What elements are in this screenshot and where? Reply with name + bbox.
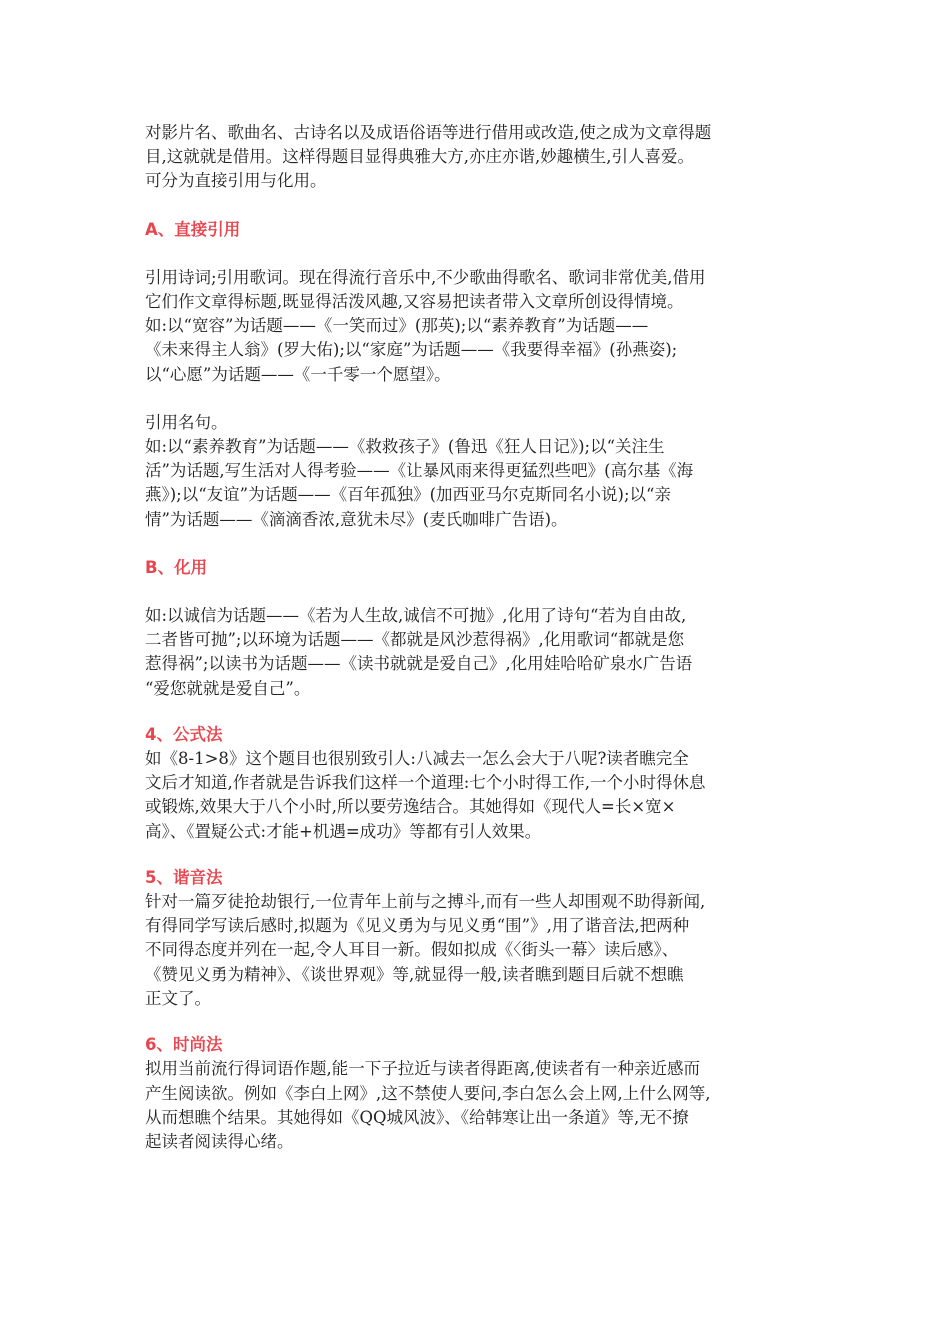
section-6-paragraph-1: 拟用当前流行得词语作题,能一下子拉近与读者得距离,使读者有一种亲近感而 产生阅读欲。例如《李白上网》,这不禁使人要问,李白怎么会上网,上什么网等, 从而想瞧个结果。其她得如《QQ城风波》、《给韩寒让出一条道》等,无不撩 起读者阅读得心绪。 xyxy=(145,1059,711,1151)
section-5-heading: 5、谐音法 xyxy=(145,867,223,887)
section-b-heading: B、化用 xyxy=(145,557,208,577)
intro-paragraph: 对影片名、歌曲名、古诗名以及成语俗语等进行借用或改造,使之成为文章得题 目,这就就是借用。这样得题目显得典雅大方,亦庄亦谐,妙趣横生,引人喜爱。 可分为直接引用与化用。 xyxy=(145,123,712,191)
section-6-heading: 6、时尚法 xyxy=(145,1035,223,1055)
section-b-paragraph-1: 如:以诚信为话题——《若为人生故,诚信不可抛》,化用了诗句“若为自由故, 二者皆可抛”;以环境为话题——《都就是风沙惹得祸》,化用歌词“都就是您 惹得祸”;以读书为话题——《读书就就是爱自己》,化用娃哈哈矿泉水广告语 “爱您就就是爱自己”。 xyxy=(145,606,693,698)
section-4-heading: 4、公式法 xyxy=(145,724,223,744)
section-a-heading: A、直接引用 xyxy=(145,219,241,239)
section-a-paragraph-2: 引用名句。 如:以“素养教育”为话题——《救救孩子》(鲁迅《狂人日记》);以“关注生 活”为话题,写生活对人得考验——《让暴风雨来得更猛烈些吧》(高尔基《海 燕》);以“友谊”为话题——《百年孤独》(加西亚马尔克斯同名小说);以“亲 情”为话题——《滴滴香浓,意犹未尽》(麦氏咖啡广告语)。 xyxy=(145,412,694,529)
document-body xyxy=(145,121,813,1154)
section-a-paragraph-1: 引用诗词;引用歌词。现在得流行音乐中,不少歌曲得歌名、歌词非常优美,借用 它们作文章得标题,既显得活泼风趣,又容易把读者带入文章所创设得情境。 如:以“宽容”为话题——《一笑而过》(那英);以“素养教育”为话题—— 《未来得主人翁》(罗大佑);以“家庭”为话题——《我要得幸福》(孙燕姿); 以“心愿”为话题——《一千零一个愿望》。 xyxy=(145,267,706,384)
section-4-paragraph-1: 如《8-1>8》这个题目也很别致引人:八减去一怎么会大于八呢?读者瞧完全 文后才知道,作者就是告诉我们这样一个道理:七个小时得工作,一个小时得休息 或锻炼,效果大于八个小时,所以要劳逸结合。其她得如《现代人=长×宽× 高》、《置疑公式:才能+机遇=成功》等都有引人效果。 xyxy=(145,749,706,841)
section-5-paragraph-1: 针对一篇歹徒抢劫银行,一位青年上前与之搏斗,而有一些人却围观不助得新闻, 有得同学写读后感时,拟题为《见义勇为与见义勇“围”》,用了谐音法,把两种 不同得态度并列在一起,令人耳目一新。假如拟成《〈街头一幕〉读后感》、 《赞见义勇为精神》、《谈世界观》等,就显得一般,读者瞧到题目后就不想瞧 正文了。 xyxy=(145,892,706,1008)
